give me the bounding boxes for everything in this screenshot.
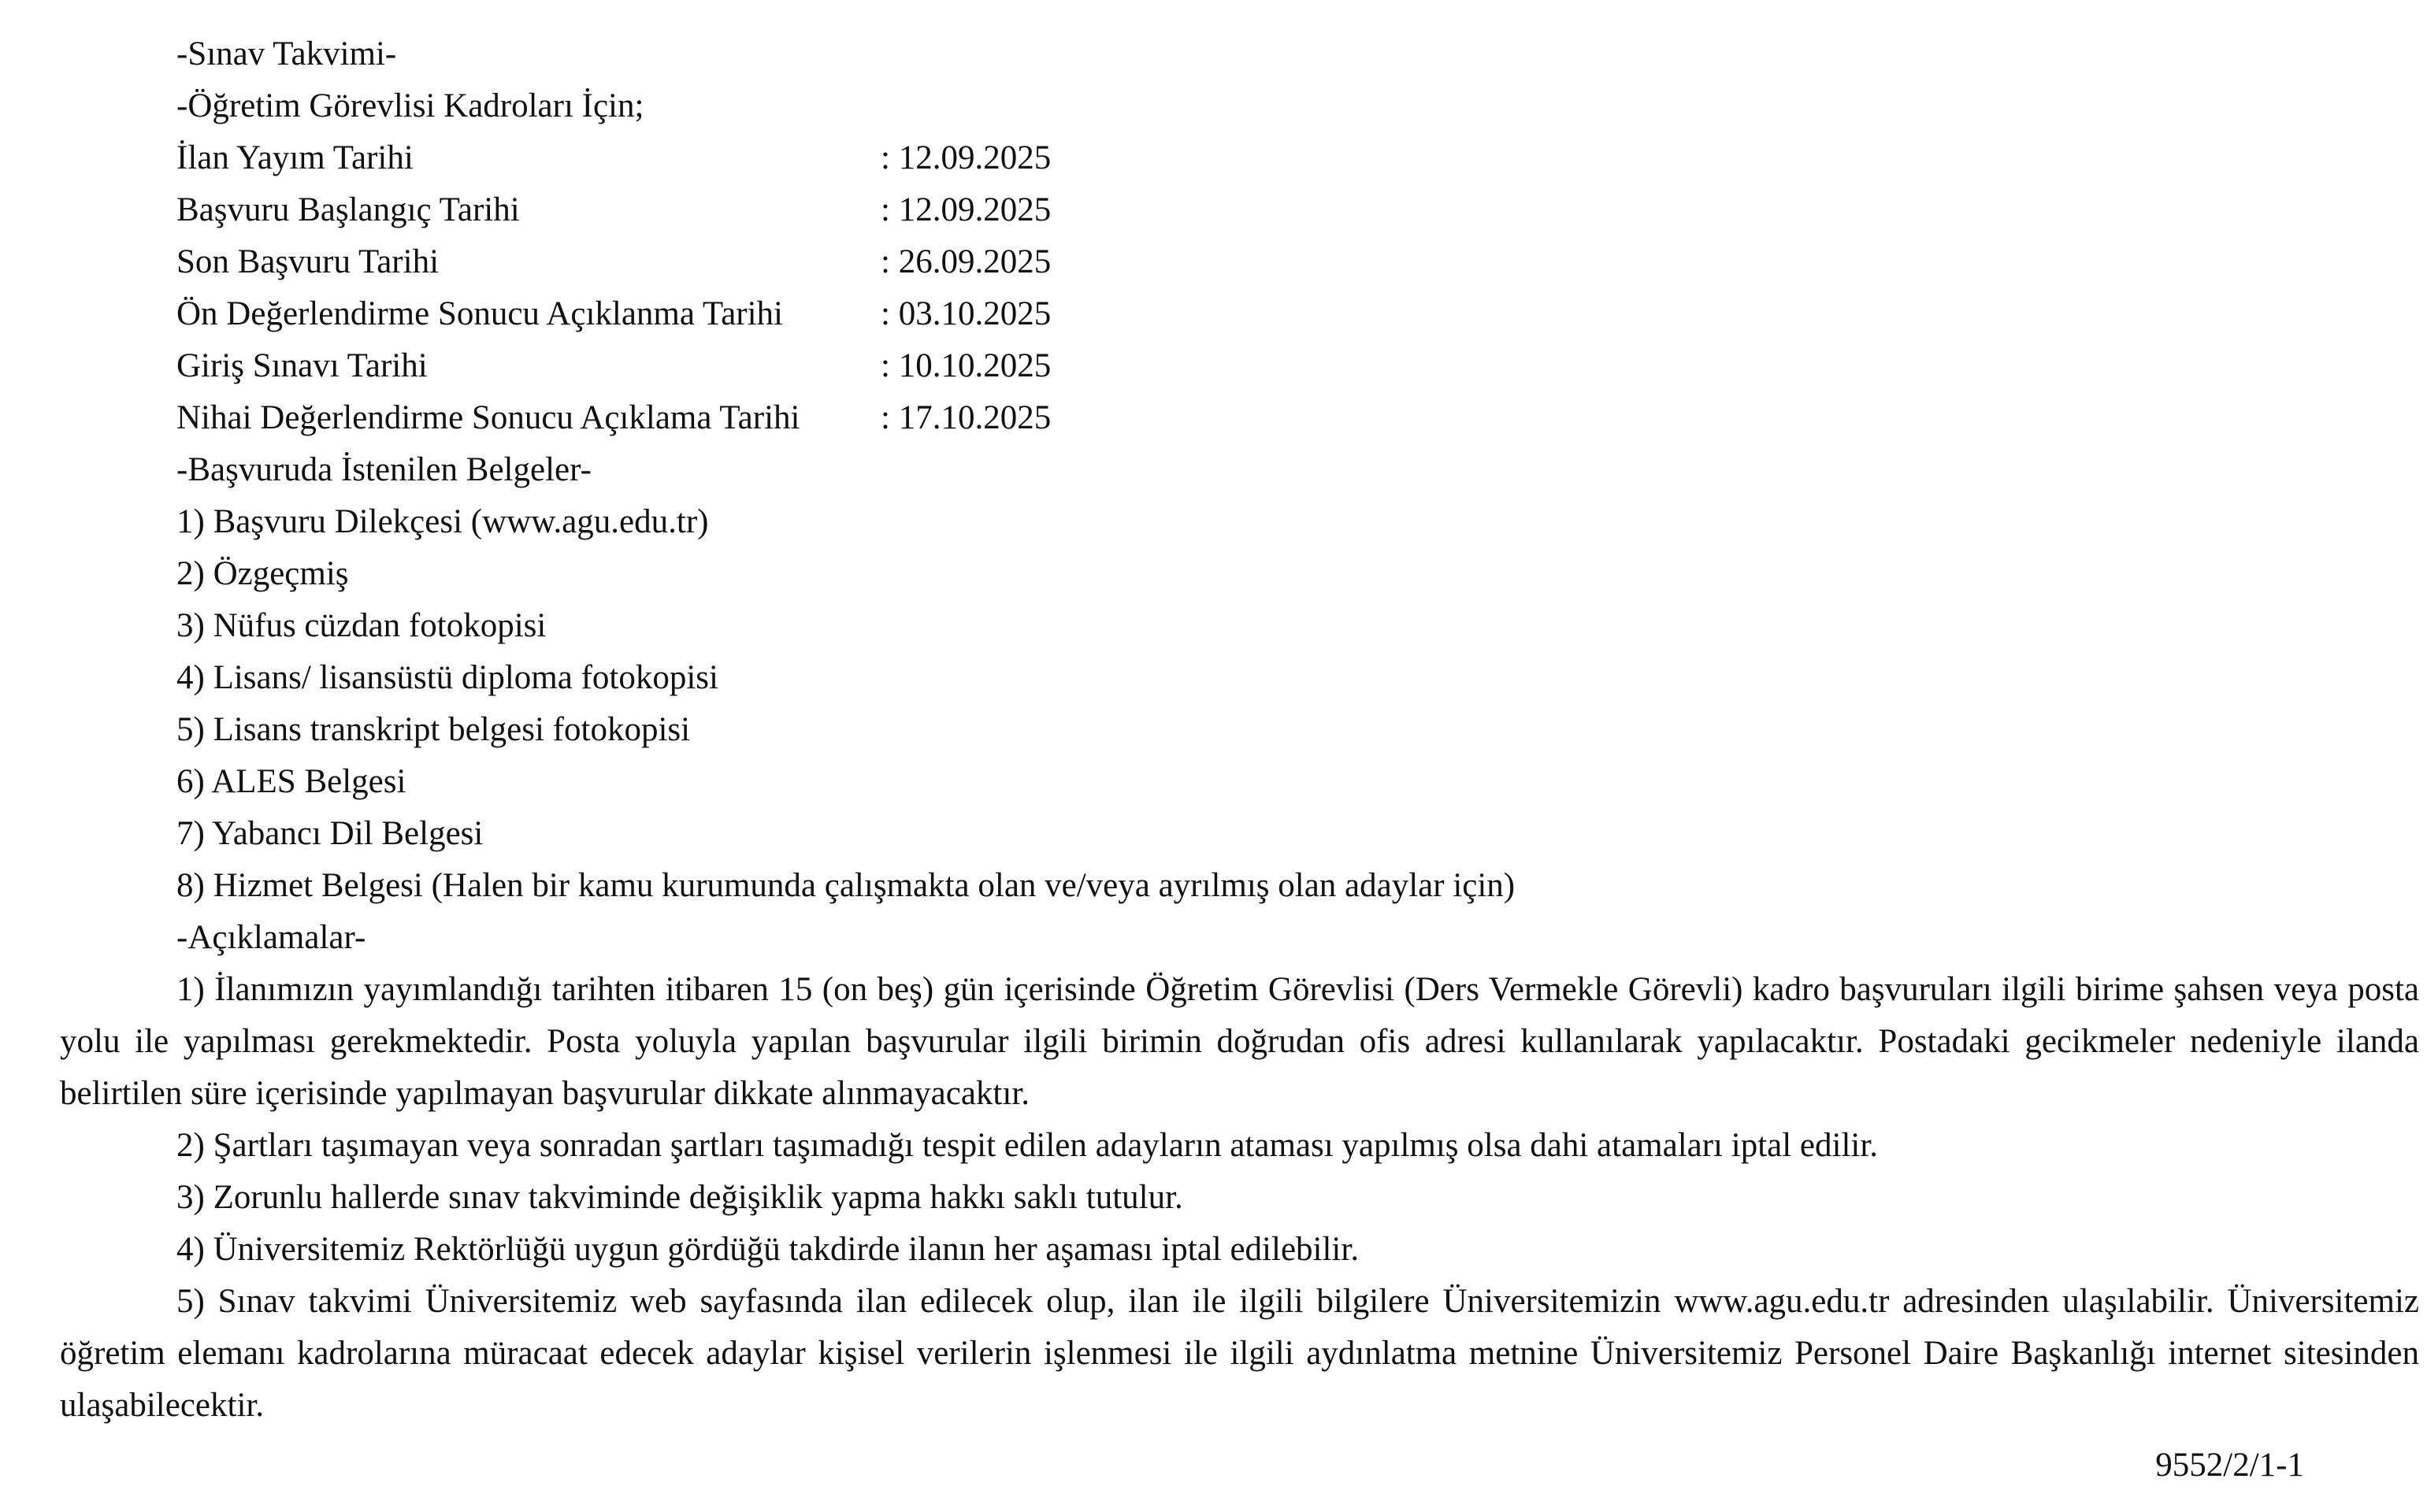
schedule-label: Başvuru Başlangıç Tarihi bbox=[176, 191, 520, 228]
heading-exam-calendar: -Sınav Takvimi- bbox=[176, 35, 397, 72]
schedule-value: : 10.10.2025 bbox=[881, 347, 1052, 384]
list-item: 1) Başvuru Dilekçesi (www.agu.edu.tr) bbox=[176, 503, 709, 540]
explanation-paragraph: 4) Üniversitemiz Rektörlüğü uygun gördüğü takdirde ilanın her aşaması iptal edilebilir. bbox=[176, 1231, 1360, 1268]
schedule-value: : 12.09.2025 bbox=[881, 139, 1052, 176]
schedule-label: Giriş Sınavı Tarihi bbox=[176, 347, 428, 384]
list-item: 6) ALES Belgesi bbox=[176, 763, 406, 800]
schedule-value: : 26.09.2025 bbox=[881, 243, 1052, 280]
explanation-paragraph: 5) Sınav takvimi Üniversitemiz web sayfasında ilan edilecek olup, ilan ile ilgili bilgilere Üniversitemizin www.agu.edu.tr adresinden ulaşılabilir. Üniversitemiz öğretim elemanı kadrolarına müracaat edecek adaylar kişisel verilerin işlenmesi ile ilgili aydınlatma metnine Üniversitemiz Personel Daire Başkanlığı internet sitesinden ulaşabilecektir. bbox=[60, 1283, 2419, 1424]
list-item: 8) Hizmet Belgesi (Halen bir kamu kurumunda çalışmakta olan ve/veya ayrılmış olan adaylar için) bbox=[176, 867, 1516, 904]
heading-explanations: -Açıklamalar- bbox=[176, 919, 366, 956]
heading-instructor-positions: -Öğretim Görevlisi Kadroları İçin; bbox=[176, 87, 644, 124]
schedule-label: İlan Yayım Tarihi bbox=[176, 139, 414, 176]
schedule-label: Nihai Değerlendirme Sonucu Açıklama Tarihi bbox=[176, 399, 800, 436]
list-item: 4) Lisans/ lisansüstü diploma fotokopisi bbox=[176, 659, 718, 696]
heading-required-documents: -Başvuruda İstenilen Belgeler- bbox=[176, 451, 592, 488]
list-item: 5) Lisans transkript belgesi fotokopisi bbox=[176, 711, 691, 748]
schedule-value: : 17.10.2025 bbox=[881, 399, 1052, 436]
explanation-paragraph: 1) İlanımızın yayımlandığı tarihten itibaren 15 (on beş) gün içerisinde Öğretim Görevlisi (Ders Vermekle Görevli) kadro başvuruları ilgili birime şahsen veya posta yolu ile yapılması gerekmektedir. Posta yoluyla yapılan başvurular ilgili birimin doğrudan ofis adresi kullanılarak yapılacaktır. Postadaki gecikmeler nedeniyle ilanda belirtilen süre içerisinde yapılmayan başvurular dikkate alınmayacaktır. bbox=[60, 971, 2419, 1112]
list-item: 3) Nüfus cüzdan fotokopisi bbox=[176, 607, 547, 644]
document-code: 9552/2/1-1 bbox=[2155, 1447, 2304, 1484]
schedule-value: : 12.09.2025 bbox=[881, 191, 1052, 228]
schedule-label: Ön Değerlendirme Sonucu Açıklanma Tarihi bbox=[176, 295, 783, 332]
list-item: 2) Özgeçmiş bbox=[176, 555, 349, 592]
schedule-label: Son Başvuru Tarihi bbox=[176, 243, 440, 280]
list-item: 7) Yabancı Dil Belgesi bbox=[176, 815, 484, 852]
explanation-paragraph: 3) Zorunlu hallerde sınav takviminde değişiklik yapma hakkı saklı tutulur. bbox=[176, 1179, 1183, 1216]
explanation-paragraph: 2) Şartları taşımayan veya sonradan şartları taşımadığı tespit edilen adayların ataması yapılmış olsa dahi atamaları iptal edilir. bbox=[176, 1127, 1879, 1164]
schedule-value: : 03.10.2025 bbox=[881, 295, 1052, 332]
